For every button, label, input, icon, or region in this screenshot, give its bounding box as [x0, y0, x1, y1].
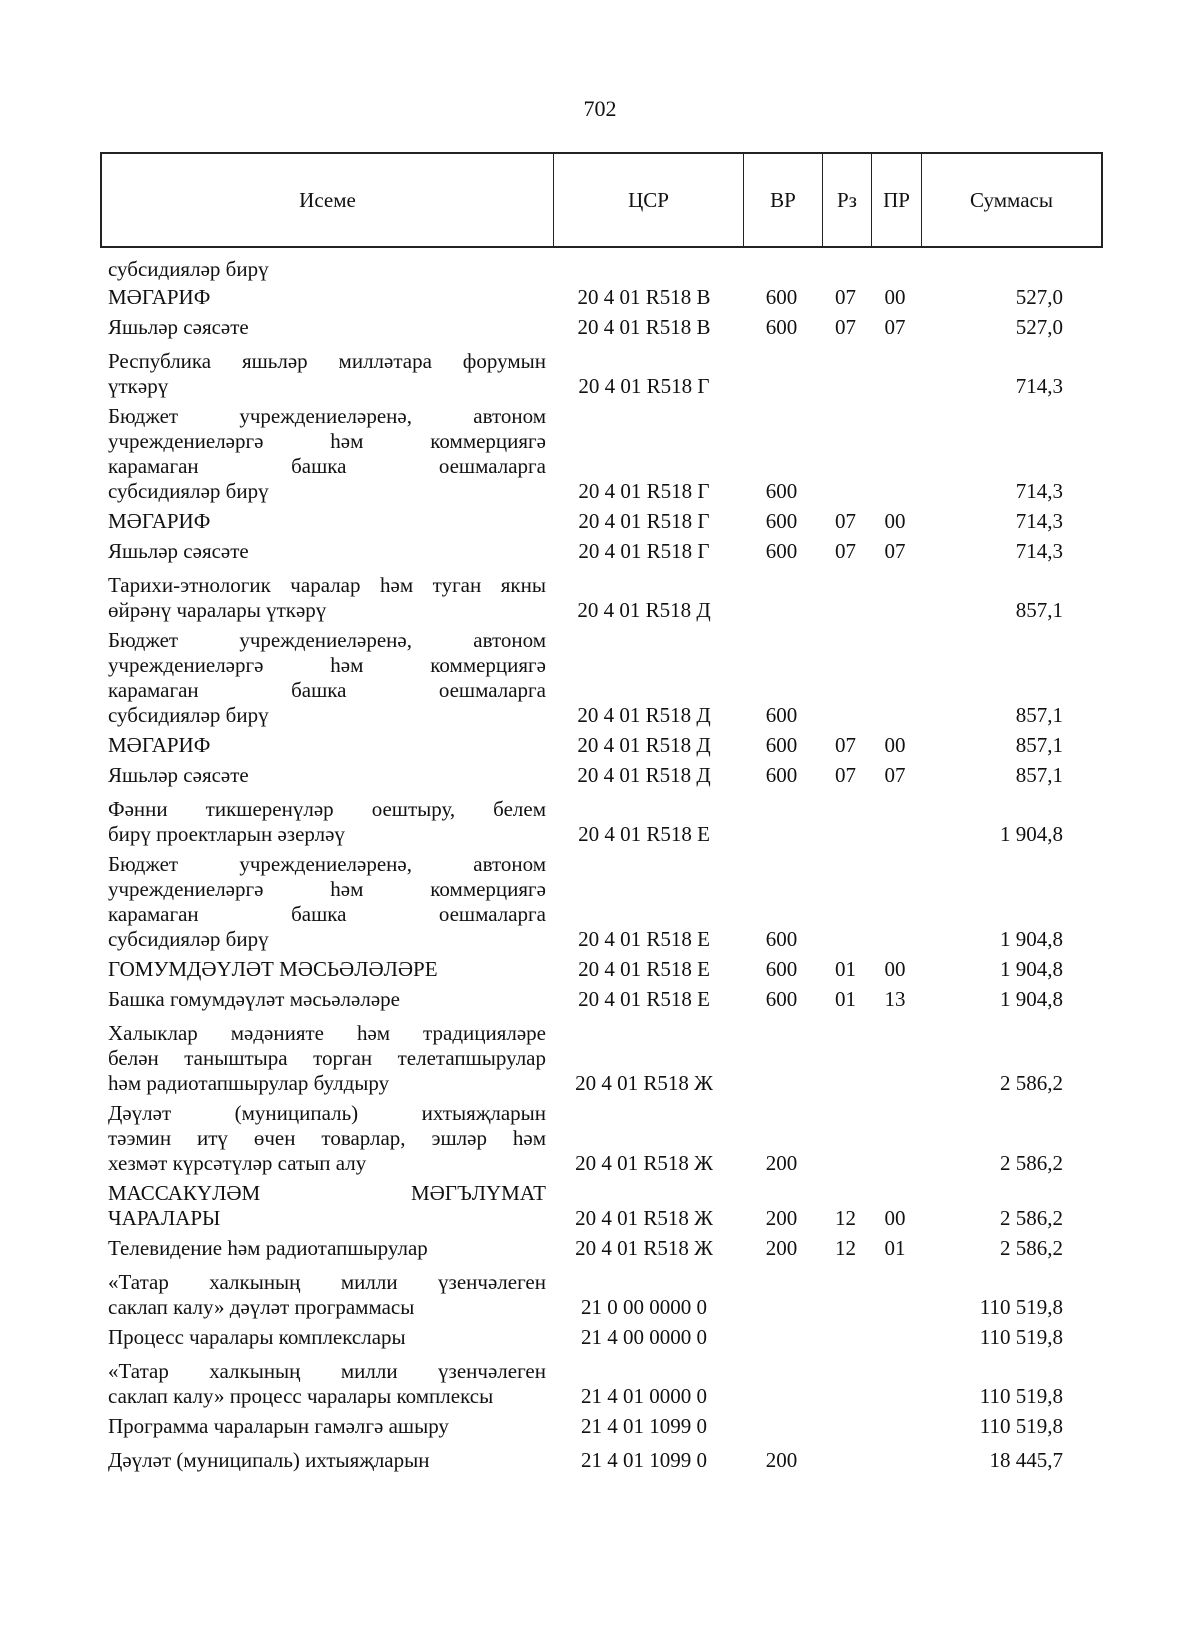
row-name-line: субсидияләр бирү [108, 703, 269, 727]
row-csr: 20 4 01 R518 Ж [575, 1071, 713, 1095]
row-csr: 20 4 01 R518 Д [577, 733, 711, 757]
row-sum: 2 586,2 [1000, 1071, 1063, 1095]
table-row [100, 1021, 1103, 1096]
row-name-line: Дәүләт (муниципаль) ихтыяҗларын [108, 1448, 430, 1472]
row-vr: 600 [765, 763, 798, 787]
row-name [100, 1021, 546, 1096]
row-name-line: Яшьләр сәясәте [108, 315, 249, 339]
row-rz: 12 [835, 1206, 856, 1230]
row-name [100, 349, 546, 399]
header-csr: ЦСР [554, 154, 744, 246]
row-name-line: ЧАРАЛАРЫ [108, 1206, 221, 1230]
row-pr: 00 [884, 1206, 906, 1230]
row-sum: 110 519,8 [979, 1384, 1063, 1408]
row-csr: 21 4 01 0000 0 [581, 1384, 707, 1408]
row-csr: 20 4 01 R518 Е [578, 987, 710, 1011]
row-name [100, 1270, 546, 1320]
row-name-line: үткәрү [108, 374, 169, 398]
row-name-line: МАССАКҮЛӘМ МӘГЪЛҮМАТ [108, 1181, 546, 1205]
row-pr: 00 [884, 285, 906, 309]
header-name: Исеме [102, 154, 554, 246]
row-sum: 857,1 [1015, 703, 1063, 727]
row-vr: 200 [765, 1151, 798, 1175]
header-rz: Рз [823, 154, 872, 246]
row-name [100, 1236, 546, 1261]
row-csr: 20 4 01 R518 В [577, 285, 711, 309]
row-vr: 200 [765, 1448, 798, 1472]
row-name-line: Телевидение һәм радиотапшырулар [108, 1236, 428, 1260]
row-vr: 200 [765, 1206, 798, 1230]
table-row [100, 1101, 1103, 1176]
row-name-line: субсидияләр бирү [108, 257, 269, 281]
row-csr: 21 4 01 1099 0 [581, 1448, 707, 1472]
row-name-line: бирү проектларын әзерләү [108, 822, 345, 846]
header-pr: ПР [872, 154, 922, 246]
row-name-line: МӘГАРИФ [108, 509, 211, 533]
table-row [100, 1359, 1103, 1409]
row-rz: 07 [835, 315, 856, 339]
row-name [100, 957, 546, 982]
row-csr: 20 4 01 R518 Ж [575, 1151, 713, 1175]
row-sum: 857,1 [1015, 598, 1063, 622]
table-row [100, 573, 1103, 623]
row-rz: 07 [835, 539, 856, 563]
row-csr: 20 4 01 R518 Г [578, 539, 710, 563]
row-pr: 01 [884, 1236, 906, 1260]
row-sum: 1 904,8 [1000, 927, 1063, 951]
row-rz: 01 [835, 957, 856, 981]
row-csr: 20 4 01 R518 Д [577, 703, 711, 727]
table-row [100, 285, 1103, 310]
row-rz: 07 [835, 509, 856, 533]
row-name [100, 797, 546, 847]
row-vr: 600 [765, 927, 798, 951]
table-row [100, 987, 1103, 1012]
row-csr: 20 4 01 R518 В [577, 315, 711, 339]
row-pr: 07 [884, 539, 906, 563]
row-name [100, 628, 546, 728]
row-sum: 2 586,2 [1000, 1151, 1063, 1175]
row-csr: 20 4 01 R518 Д [577, 598, 711, 622]
row-sum: 714,3 [1015, 479, 1063, 503]
row-name-line: «Татар халкының милли үзенчәлеген [108, 1359, 546, 1383]
table-row [100, 509, 1103, 534]
row-vr: 200 [765, 1236, 798, 1260]
row-sum: 857,1 [1015, 763, 1063, 787]
row-name-line: хезмәт күрсәтүләр сатып алу [108, 1151, 367, 1175]
table-row [100, 628, 1103, 728]
row-pr: 07 [884, 763, 906, 787]
row-csr: 20 4 01 R518 Д [577, 763, 711, 787]
row-vr: 600 [765, 479, 798, 503]
row-rz: 12 [835, 1236, 856, 1260]
row-name [100, 404, 546, 504]
table-row [100, 349, 1103, 399]
header-vr: ВР [744, 154, 823, 246]
row-vr: 600 [765, 703, 798, 727]
row-sum: 18 445,7 [989, 1448, 1063, 1472]
row-csr: 20 4 01 R518 Ж [575, 1206, 713, 1230]
row-name-line: Бюджет учреждениеләренә, автоном [108, 852, 546, 876]
row-name-line: Дәүләт (муниципаль) ихтыяҗларын [108, 1101, 546, 1125]
row-sum: 527,0 [1015, 315, 1063, 339]
table-row [100, 733, 1103, 758]
row-csr: 21 4 01 1099 0 [581, 1414, 707, 1438]
row-rz: 01 [835, 987, 856, 1011]
table-row [100, 1181, 1103, 1231]
table-row [100, 315, 1103, 340]
row-sum: 1 904,8 [1000, 987, 1063, 1011]
row-name-line: учреждениеләргә һәм коммерциягә [108, 653, 546, 677]
row-name [100, 1359, 546, 1409]
table-row [100, 1448, 1103, 1473]
row-csr: 20 4 01 R518 Ж [575, 1236, 713, 1260]
table-row [100, 957, 1103, 982]
row-csr: 20 4 01 R518 Е [578, 927, 710, 951]
row-name-line: өйрәнү чаралары үткәрү [108, 598, 327, 622]
row-name [100, 1414, 546, 1439]
row-name-line: Башка гомумдәүләт мәсьәләләре [108, 987, 400, 1011]
row-name [100, 285, 546, 310]
row-sum: 714,3 [1015, 374, 1063, 398]
table-header [100, 152, 1103, 248]
table-row [100, 1236, 1103, 1261]
row-sum: 857,1 [1015, 733, 1063, 757]
table-row [100, 1414, 1103, 1439]
row-sum: 527,0 [1015, 285, 1063, 309]
row-pr: 00 [884, 957, 906, 981]
table-row [100, 1270, 1103, 1320]
row-sum: 110 519,8 [979, 1325, 1063, 1349]
row-name [100, 987, 546, 1012]
row-name-line: Тарихи-этнологик чаралар һәм туган якны [108, 573, 546, 597]
row-csr: 20 4 01 R518 Е [578, 957, 710, 981]
row-sum: 1 904,8 [1000, 822, 1063, 846]
row-vr: 600 [765, 285, 798, 309]
row-vr: 600 [765, 733, 798, 757]
row-name-line: Процесс чаралары комплекслары [108, 1325, 406, 1349]
row-name-line: карамаган башка оешмаларга [108, 902, 546, 926]
table-row [100, 763, 1103, 788]
row-name-line: Фәнни тикшеренүләр оештыру, белем [108, 797, 546, 821]
page-number: 702 [583, 96, 617, 121]
row-name [100, 1325, 546, 1350]
row-name-line: белән таныштыра торган телетапшырулар [108, 1046, 546, 1070]
row-pr: 00 [884, 509, 906, 533]
row-csr: 21 0 00 0000 0 [581, 1295, 707, 1319]
table-row [100, 539, 1103, 564]
row-rz: 07 [835, 733, 856, 757]
row-name [100, 763, 546, 788]
row-pr: 00 [884, 733, 906, 757]
row-vr: 600 [765, 957, 798, 981]
row-name [100, 539, 546, 564]
row-name-line: Программа чараларын гамәлгә ашыру [108, 1414, 449, 1438]
table-row [100, 1325, 1103, 1350]
row-name [100, 1181, 546, 1231]
row-name-line: МӘГАРИФ [108, 285, 211, 309]
row-name [100, 315, 546, 340]
table-body [100, 252, 1103, 1473]
row-csr: 20 4 01 R518 Г [578, 374, 710, 398]
row-name-line: Бюджет учреждениеләренә, автоном [108, 628, 546, 652]
row-name-line: ГОМУМДӘҮЛӘТ МӘСЬӘЛӘЛӘРЕ [108, 957, 438, 981]
row-name [100, 509, 546, 534]
row-vr: 600 [765, 315, 798, 339]
row-name-line: учреждениеләргә һәм коммерциягә [108, 429, 546, 453]
row-name [100, 733, 546, 758]
row-sum: 110 519,8 [979, 1295, 1063, 1319]
row-name-line: карамаган башка оешмаларга [108, 678, 546, 702]
row-csr: 20 4 01 R518 Г [578, 479, 710, 503]
row-pr: 07 [884, 315, 906, 339]
row-sum: 110 519,8 [979, 1414, 1063, 1438]
table-row [100, 797, 1103, 847]
row-sum: 714,3 [1015, 509, 1063, 533]
row-name-line: һәм радиотапшырулар булдыру [108, 1071, 390, 1095]
row-name-line: субсидияләр бирү [108, 927, 269, 951]
row-name [100, 573, 546, 623]
row-name-line: Халыклар мәдәнияте һәм традицияләре [108, 1021, 546, 1045]
row-name-line: Яшьләр сәясәте [108, 539, 249, 563]
row-name-line: саклап калу» дәүләт программасы [108, 1295, 415, 1319]
header-sum: Суммасы [970, 187, 1053, 212]
row-name-line: «Татар халкының милли үзенчәлеген [108, 1270, 546, 1294]
row-csr: 21 4 00 0000 0 [581, 1325, 707, 1349]
row-name-line: Республика яшьләр милләтара форумын [108, 349, 546, 373]
row-vr: 600 [765, 509, 798, 533]
row-name [100, 852, 546, 952]
row-vr: 600 [765, 539, 798, 563]
row-name-line: МӘГАРИФ [108, 733, 211, 757]
row-name [100, 1101, 546, 1176]
row-sum: 2 586,2 [1000, 1236, 1063, 1260]
row-rz: 07 [835, 285, 856, 309]
row-name-line: саклап калу» процесс чаралары комплексы [108, 1384, 494, 1408]
row-name [100, 257, 546, 282]
row-csr: 20 4 01 R518 Е [578, 822, 710, 846]
row-vr: 600 [765, 987, 798, 1011]
row-name-line: карамаган башка оешмаларга [108, 454, 546, 478]
table-row [100, 257, 1103, 282]
row-name-line: Яшьләр сәясәте [108, 763, 249, 787]
row-sum: 714,3 [1015, 539, 1063, 563]
table-row [100, 404, 1103, 504]
row-name-line: Бюджет учреждениеләренә, автоном [108, 404, 546, 428]
row-name-line: субсидияләр бирү [108, 479, 269, 503]
row-sum: 1 904,8 [1000, 957, 1063, 981]
table-row [100, 852, 1103, 952]
row-csr: 20 4 01 R518 Г [578, 509, 710, 533]
row-name-line: тәэмин итү өчен товарлар, эшләр һәм [108, 1126, 546, 1150]
row-name [100, 1448, 546, 1473]
row-pr: 13 [884, 987, 906, 1011]
row-rz: 07 [835, 763, 856, 787]
row-sum: 2 586,2 [1000, 1206, 1063, 1230]
row-name-line: учреждениеләргә һәм коммерциягә [108, 877, 546, 901]
